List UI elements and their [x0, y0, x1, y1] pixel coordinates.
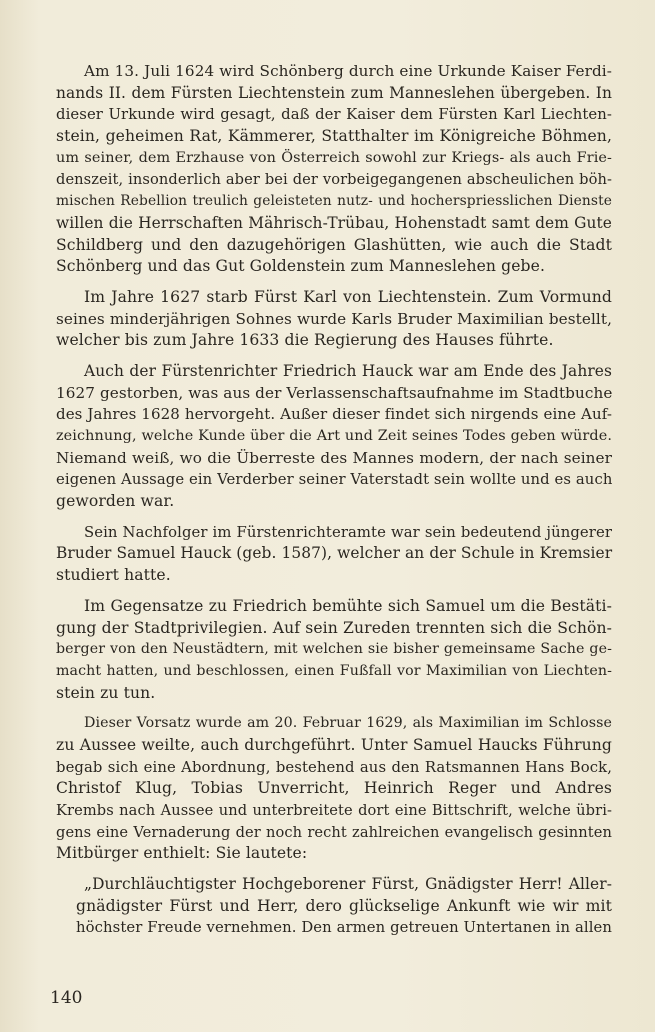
text-line: berger von den Neustädtern, mit welchen sie bisher gemeinsame Sache ge-: [56, 641, 612, 658]
text-line: Schildberg und den dazugehörigen Glashütten, wie auch die Stadt: [56, 235, 612, 254]
text-line: macht hatten, und beschlossen, einen Fußfall vor Maximilian von Liechten-: [56, 662, 612, 679]
text-line: stein zu tun.: [56, 683, 156, 702]
text-line: 1627 gestorben, was aus der Verlassenschaftsaufnahme im Stadtbuche: [56, 383, 613, 402]
paragraph: [56, 61, 612, 278]
paragraph: [56, 361, 612, 513]
text-line: um seiner, dem Erzhause von Österreich sowohl zur Kriegs- als auch Frie-: [56, 149, 612, 166]
text-line: zu Aussee weilte, auch durchgeführt. Unter Samuel Haucks Führung: [56, 735, 612, 754]
quotation: [56, 874, 612, 939]
text-line: dieser Urkunde wird gesagt, daß der Kaiser dem Fürsten Karl Liechten-: [56, 106, 612, 124]
body-text: [56, 61, 612, 939]
text-line: zeichnung, welche Kunde über die Art und Zeit seines Todes geben würde.: [56, 428, 612, 444]
text-line: Mitbürger enthielt: Sie lautete:: [56, 844, 308, 863]
page-number: 140: [50, 988, 83, 1008]
text-line: willen die Herrschaften Mährisch-Trübau, Hohenstadt samt dem Gute: [56, 213, 612, 232]
text-line: Im Gegensatze zu Friedrich bemühte sich Samuel um die Bestäti-: [84, 596, 612, 615]
text-line: Schönberg und das Gut Goldenstein zum Manneslehen gebe.: [56, 257, 545, 276]
text-line: Im Jahre 1627 starb Fürst Karl von Liechtenstein. Zum Vormund: [84, 287, 612, 306]
text-line: „Durchläuchtigster Hochgeborener Fürst, Gnädigster Herr! Aller-: [84, 875, 612, 894]
text-line: gung der Stadtprivilegien. Auf sein Zureden trennten sich die Schön-: [56, 618, 612, 637]
text-line: Am 13. Juli 1624 wird Schönberg durch eine Urkunde Kaiser Ferdi-: [84, 62, 612, 80]
paragraph: [56, 596, 612, 704]
text-line: Niemand weiß, wo die Überreste des Mannes modern, der nach seiner: [56, 448, 612, 467]
paragraph: [56, 287, 612, 352]
text-line: welcher bis zum Jahre 1633 die Regierung des Hauses führte.: [56, 331, 554, 350]
text-line: Krembs nach Aussee und unterbreitete dort eine Bittschrift, welche übri-: [56, 802, 612, 819]
text-line: gens eine Vernaderung der noch recht zahlreichen evangelisch gesinnten: [56, 823, 612, 841]
text-line: gnädigster Fürst und Herr, dero glückselige Ankunft wie wir mit: [76, 896, 612, 915]
text-line: studiert hatte.: [56, 566, 171, 585]
text-line: geworden war.: [56, 492, 175, 511]
text-line: begab sich eine Abordnung, bestehend aus den Ratsmannen Hans Bock,: [56, 758, 612, 776]
text-line: mischen Rebellion treulich geleisteten nutz- und hocherspriesslichen Dienste: [56, 193, 612, 210]
text-line: höchster Freude vernehmen. Den armen getreuen Untertanen in allen: [76, 919, 613, 937]
text-line: denszeit, insonderlich aber bei der vorbeigegangenen abscheulichen böh-: [56, 171, 612, 189]
text-line: Auch der Fürstenrichter Friedrich Hauck war am Ende des Jahres: [84, 361, 612, 380]
text-line: nands II. dem Fürsten Liechtenstein zum Manneslehen übergeben. In: [56, 83, 612, 102]
text-line: stein, geheimen Rat, Kämmerer, Statthalter im Königreiche Böhmen,: [56, 127, 612, 146]
paragraph: [56, 522, 612, 587]
text-line: Dieser Vorsatz wurde am 20. Februar 1629, als Maximilian im Schlosse: [84, 715, 612, 732]
text-line: Bruder Samuel Hauck (geb. 1587), welcher an der Schule in Kremsier: [56, 544, 613, 563]
text-line: seines minderjährigen Sohnes wurde Karls Bruder Maximilian bestellt,: [56, 309, 612, 328]
text-line: eigenen Aussage ein Verderber seiner Vaterstadt sein wollte und es auch: [56, 471, 613, 489]
text-line: Sein Nachfolger im Fürstenrichteramte war sein bedeutend jüngerer: [84, 523, 612, 541]
text-line: Christof Klug, Tobias Unverricht, Heinrich Reger und Andres: [56, 779, 612, 798]
text-line: des Jahres 1628 hervorgeht. Außer dieser findet sich nirgends eine Auf-: [56, 405, 612, 424]
paragraph: [56, 713, 612, 865]
